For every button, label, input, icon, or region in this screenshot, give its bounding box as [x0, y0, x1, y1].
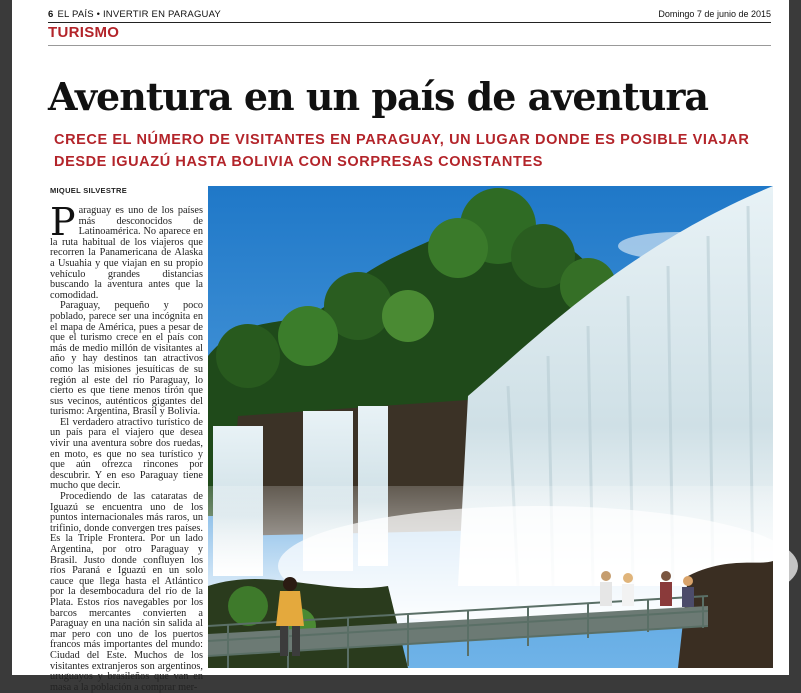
headline: Aventura en un país de aventura — [48, 74, 708, 119]
section-label: TURISMO — [48, 24, 120, 41]
section-divider — [48, 45, 771, 46]
section-path: EL PAÍS • INVERTIR EN PARAGUAY — [57, 9, 221, 20]
article-paragraph: Paraguay, pequeño y poco poblado, parece ser una incógnita en el mapa de América, pues a pesar de que el turismo crece en el país con más de medio millón de visitantes al año y hay destinos tan atractivos como las misiones jesuíticas de su región al este del río Paraguay, lo cierto es que tiene menos tirón que sus vecinos, auténticos gigantes del turismo: Argentina, Brasil y Bolivia. — [50, 300, 203, 418]
byline: MIQUEL SILVESTRE — [50, 186, 128, 195]
subhead — [54, 129, 750, 173]
page-date: Domingo 7 de junio de 2015 — [658, 9, 771, 19]
page-header-left — [48, 9, 221, 20]
header-divider — [48, 22, 771, 23]
article-paragraph: El verdadero atractivo turístico de un país para el viajero que desea vivir una aventura sobre dos ruedas, en moto, es que no sea turístico y que aún ofrezca rincones por descubrir. Y en eso Paraguay tiene mucho que decir. — [50, 416, 203, 492]
newspaper-page — [12, 0, 789, 693]
paragraph-text: araguay es uno de los países más desconocidos de Latinoamérica. No aparece en la ruta habitual de los viajeros que recorren la Panamericana de Alaska a Usuahia y que viajan en su propio vehículo grandes distancias buscando la aventura antes que la comodidad. — [50, 205, 203, 301]
article-body — [50, 200, 203, 693]
waterfall-photo — [208, 186, 773, 668]
dropcap: P — [50, 200, 76, 244]
article-paragraph: Procediendo de las cataratas de Iguazú se encuentra uno de los puntos internacionales más raros, un trifinio, donde convergen tres países. Es la Triple Frontera. Por un lado Argentina, por otro Paraguay y Brasil. Justo donde confluyen los ríos Paraná e Iguazú en un solo cauce que llega hasta el Atlántico por la desembocadura del río de la Plata. Estos ríos navegables por los barcos mercantes convierten a Paraguay en una nación sin salida al mar pero con uno de los puertos francos más importantes del mundo: Ciudad del Este. Muchos de los visitantes extranjeros son argentinos, uruguayos y brasileños que van en masa a la población a comprar mer- — [50, 491, 203, 693]
subhead-line-2: DESDE IGUAZÚ HASTA BOLIVIA CON SORPRESAS CONSTANTES — [54, 154, 543, 170]
subhead-line-1: CRECE EL NÚMERO DE VISITANTES EN PARAGUAY, UN LUGAR DONDE ES POSIBLE VIAJAR — [54, 132, 750, 148]
article-paragraph — [50, 200, 203, 301]
waterfall-illustration — [208, 186, 773, 668]
page-number: 6 — [48, 9, 54, 20]
